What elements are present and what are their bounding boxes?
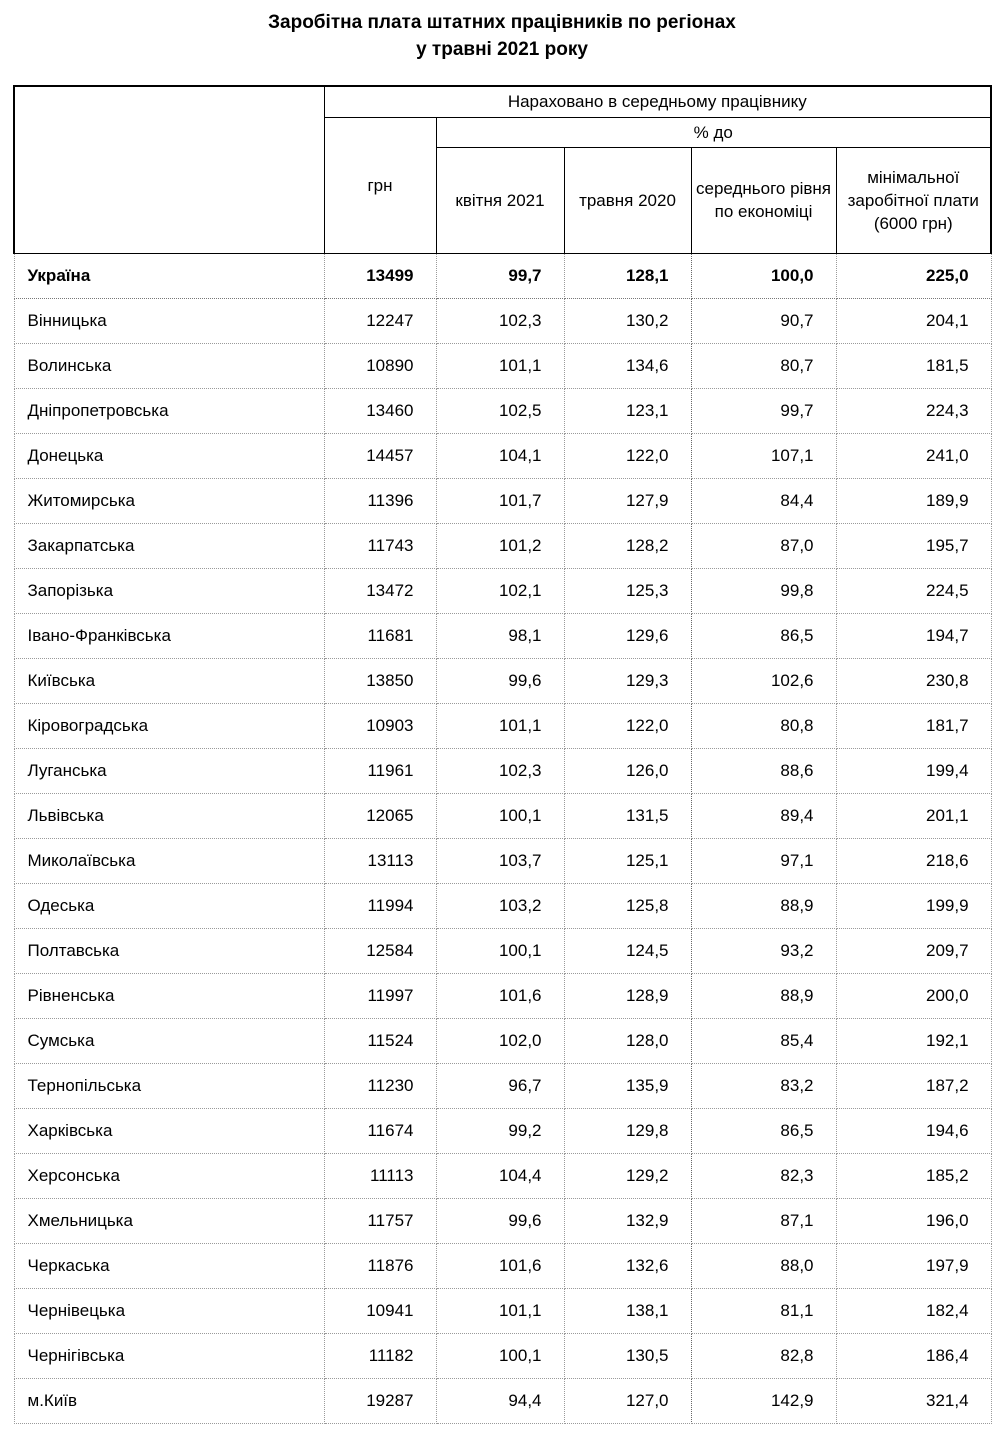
value-cell: 11230 [324,1063,436,1108]
table-row [14,1198,991,1243]
region-cell: Чернівецька [14,1288,324,1333]
page-title [0,9,1004,63]
value-cell: 103,2 [436,883,564,928]
value-cell: 99,8 [691,568,836,613]
value-cell: 129,2 [564,1153,691,1198]
value-cell: 103,7 [436,838,564,883]
value-cell: 101,6 [436,973,564,1018]
value-cell: 125,3 [564,568,691,613]
value-cell: 128,2 [564,523,691,568]
table-row [14,1333,991,1378]
region-cell: Донецька [14,433,324,478]
group-header: Нараховано в середньому працівнику [324,86,991,117]
table-row [14,568,991,613]
region-cell: Тернопільська [14,1063,324,1108]
value-cell: 100,1 [436,1333,564,1378]
value-cell: 12584 [324,928,436,973]
table-row [14,253,991,298]
region-cell: Івано-Франківська [14,613,324,658]
value-cell: 199,4 [836,748,991,793]
value-cell: 13850 [324,658,436,703]
value-cell: 11994 [324,883,436,928]
value-cell: 194,7 [836,613,991,658]
value-cell: 89,4 [691,793,836,838]
value-cell: 104,4 [436,1153,564,1198]
value-cell: 131,5 [564,793,691,838]
value-cell: 224,5 [836,568,991,613]
value-cell: 130,5 [564,1333,691,1378]
value-cell: 201,1 [836,793,991,838]
value-cell: 85,4 [691,1018,836,1063]
value-cell: 93,2 [691,928,836,973]
value-cell: 101,1 [436,1288,564,1333]
value-cell: 181,7 [836,703,991,748]
value-cell: 13499 [324,253,436,298]
value-cell: 80,7 [691,343,836,388]
value-cell: 102,3 [436,298,564,343]
value-cell: 88,9 [691,973,836,1018]
value-cell: 224,3 [836,388,991,433]
value-cell: 99,7 [436,253,564,298]
page-title-line2: у травні 2021 року [416,39,588,60]
value-cell: 11997 [324,973,436,1018]
value-cell: 126,0 [564,748,691,793]
value-cell: 187,2 [836,1063,991,1108]
salary-table [13,85,992,1424]
table-row [14,1378,991,1423]
value-cell: 125,8 [564,883,691,928]
table-row [14,658,991,703]
value-cell: 88,9 [691,883,836,928]
value-cell: 86,5 [691,1108,836,1153]
value-cell: 100,1 [436,793,564,838]
table-row [14,298,991,343]
value-cell: 135,9 [564,1063,691,1108]
value-cell: 192,1 [836,1018,991,1063]
table-row [14,1243,991,1288]
value-cell: 102,1 [436,568,564,613]
value-cell: 11961 [324,748,436,793]
value-cell: 82,3 [691,1153,836,1198]
region-cell: Черкаська [14,1243,324,1288]
region-cell: Харківська [14,1108,324,1153]
value-cell: 97,1 [691,838,836,883]
value-cell: 102,5 [436,388,564,433]
value-cell: 200,0 [836,973,991,1018]
value-cell: 12065 [324,793,436,838]
percent-group-header: % до [436,117,991,147]
value-cell: 124,5 [564,928,691,973]
value-cell: 138,1 [564,1288,691,1333]
value-cell: 186,4 [836,1333,991,1378]
value-cell: 181,5 [836,343,991,388]
value-cell: 132,9 [564,1198,691,1243]
value-cell: 11113 [324,1153,436,1198]
value-cell: 99,2 [436,1108,564,1153]
value-cell: 87,0 [691,523,836,568]
value-cell: 199,9 [836,883,991,928]
region-cell: Львівська [14,793,324,838]
value-cell: 99,6 [436,1198,564,1243]
table-row [14,343,991,388]
value-cell: 10903 [324,703,436,748]
value-cell: 99,6 [436,658,564,703]
region-cell: Миколаївська [14,838,324,883]
region-cell: Україна [14,253,324,298]
value-cell: 204,1 [836,298,991,343]
table-row [14,433,991,478]
table-row [14,703,991,748]
table-row [14,883,991,928]
value-cell: 128,0 [564,1018,691,1063]
region-cell: Рівненська [14,973,324,1018]
table-row [14,928,991,973]
value-cell: 86,5 [691,613,836,658]
value-cell: 12247 [324,298,436,343]
value-cell: 88,6 [691,748,836,793]
value-cell: 182,4 [836,1288,991,1333]
region-cell: Чернігівська [14,1333,324,1378]
table-row [14,1288,991,1333]
value-cell: 101,1 [436,703,564,748]
value-cell: 13460 [324,388,436,433]
region-cell: Хмельницька [14,1198,324,1243]
value-cell: 83,2 [691,1063,836,1108]
value-cell: 107,1 [691,433,836,478]
value-cell: 11876 [324,1243,436,1288]
value-cell: 11757 [324,1198,436,1243]
region-cell: Луганська [14,748,324,793]
value-cell: 125,1 [564,838,691,883]
value-cell: 128,1 [564,253,691,298]
value-cell: 90,7 [691,298,836,343]
value-cell: 11681 [324,613,436,658]
value-cell: 100,1 [436,928,564,973]
region-column-header [14,86,324,253]
value-cell: 142,9 [691,1378,836,1423]
value-cell: 185,2 [836,1153,991,1198]
value-cell: 123,1 [564,388,691,433]
value-cell: 127,0 [564,1378,691,1423]
region-cell: Вінницька [14,298,324,343]
value-cell: 134,6 [564,343,691,388]
value-cell: 11524 [324,1018,436,1063]
value-cell: 195,7 [836,523,991,568]
value-cell: 88,0 [691,1243,836,1288]
value-cell: 225,0 [836,253,991,298]
value-cell: 11396 [324,478,436,523]
value-cell: 129,6 [564,613,691,658]
value-cell: 11743 [324,523,436,568]
value-cell: 241,0 [836,433,991,478]
value-cell: 230,8 [836,658,991,703]
region-cell: Одеська [14,883,324,928]
value-cell: 101,1 [436,343,564,388]
region-cell: Дніпропетровська [14,388,324,433]
value-cell: 218,6 [836,838,991,883]
table-row [14,793,991,838]
value-cell: 13113 [324,838,436,883]
region-cell: Волинська [14,343,324,388]
table-body [14,253,991,1423]
value-cell: 101,2 [436,523,564,568]
value-cell: 80,8 [691,703,836,748]
value-cell: 128,9 [564,973,691,1018]
value-cell: 81,1 [691,1288,836,1333]
subcol-header-april2021: квітня 2021 [436,147,564,253]
table-row [14,388,991,433]
table-row [14,838,991,883]
value-cell: 11674 [324,1108,436,1153]
value-cell: 102,3 [436,748,564,793]
value-cell: 10890 [324,343,436,388]
table-row [14,973,991,1018]
value-cell: 13472 [324,568,436,613]
value-cell: 132,6 [564,1243,691,1288]
value-cell: 11182 [324,1333,436,1378]
table-row [14,1018,991,1063]
value-cell: 98,1 [436,613,564,658]
value-cell: 104,1 [436,433,564,478]
region-cell: Закарпатська [14,523,324,568]
region-cell: Кіровоградська [14,703,324,748]
region-cell: Херсонська [14,1153,324,1198]
value-cell: 321,4 [836,1378,991,1423]
value-cell: 129,3 [564,658,691,703]
value-cell: 99,7 [691,388,836,433]
value-cell: 122,0 [564,703,691,748]
value-cell: 101,7 [436,478,564,523]
value-cell: 130,2 [564,298,691,343]
hrn-column-header: грн [324,117,436,253]
subcol-header-avg-economy: середнього рівня по економіці [691,147,836,253]
value-cell: 87,1 [691,1198,836,1243]
value-cell: 96,7 [436,1063,564,1108]
value-cell: 94,4 [436,1378,564,1423]
value-cell: 84,4 [691,478,836,523]
page-title-line1: Заробітна плата штатних працівників по регіонах [268,12,736,33]
value-cell: 82,8 [691,1333,836,1378]
value-cell: 10941 [324,1288,436,1333]
region-cell: Київська [14,658,324,703]
subcol-header-min-wage: мінімальної заробітної плати (6000 грн) [836,147,991,253]
table-row [14,1063,991,1108]
region-cell: м.Київ [14,1378,324,1423]
value-cell: 196,0 [836,1198,991,1243]
value-cell: 194,6 [836,1108,991,1153]
subcol-header-may2020: травня 2020 [564,147,691,253]
value-cell: 127,9 [564,478,691,523]
region-cell: Сумська [14,1018,324,1063]
table-row [14,748,991,793]
region-cell: Полтавська [14,928,324,973]
value-cell: 209,7 [836,928,991,973]
value-cell: 129,8 [564,1108,691,1153]
value-cell: 189,9 [836,478,991,523]
region-cell: Запорізька [14,568,324,613]
table-header [14,86,991,253]
region-cell: Житомирська [14,478,324,523]
value-cell: 19287 [324,1378,436,1423]
table-row [14,613,991,658]
value-cell: 102,0 [436,1018,564,1063]
table-row [14,523,991,568]
table-row [14,1108,991,1153]
value-cell: 197,9 [836,1243,991,1288]
table-row [14,478,991,523]
value-cell: 14457 [324,433,436,478]
value-cell: 100,0 [691,253,836,298]
value-cell: 122,0 [564,433,691,478]
value-cell: 102,6 [691,658,836,703]
table-row [14,1153,991,1198]
value-cell: 101,6 [436,1243,564,1288]
